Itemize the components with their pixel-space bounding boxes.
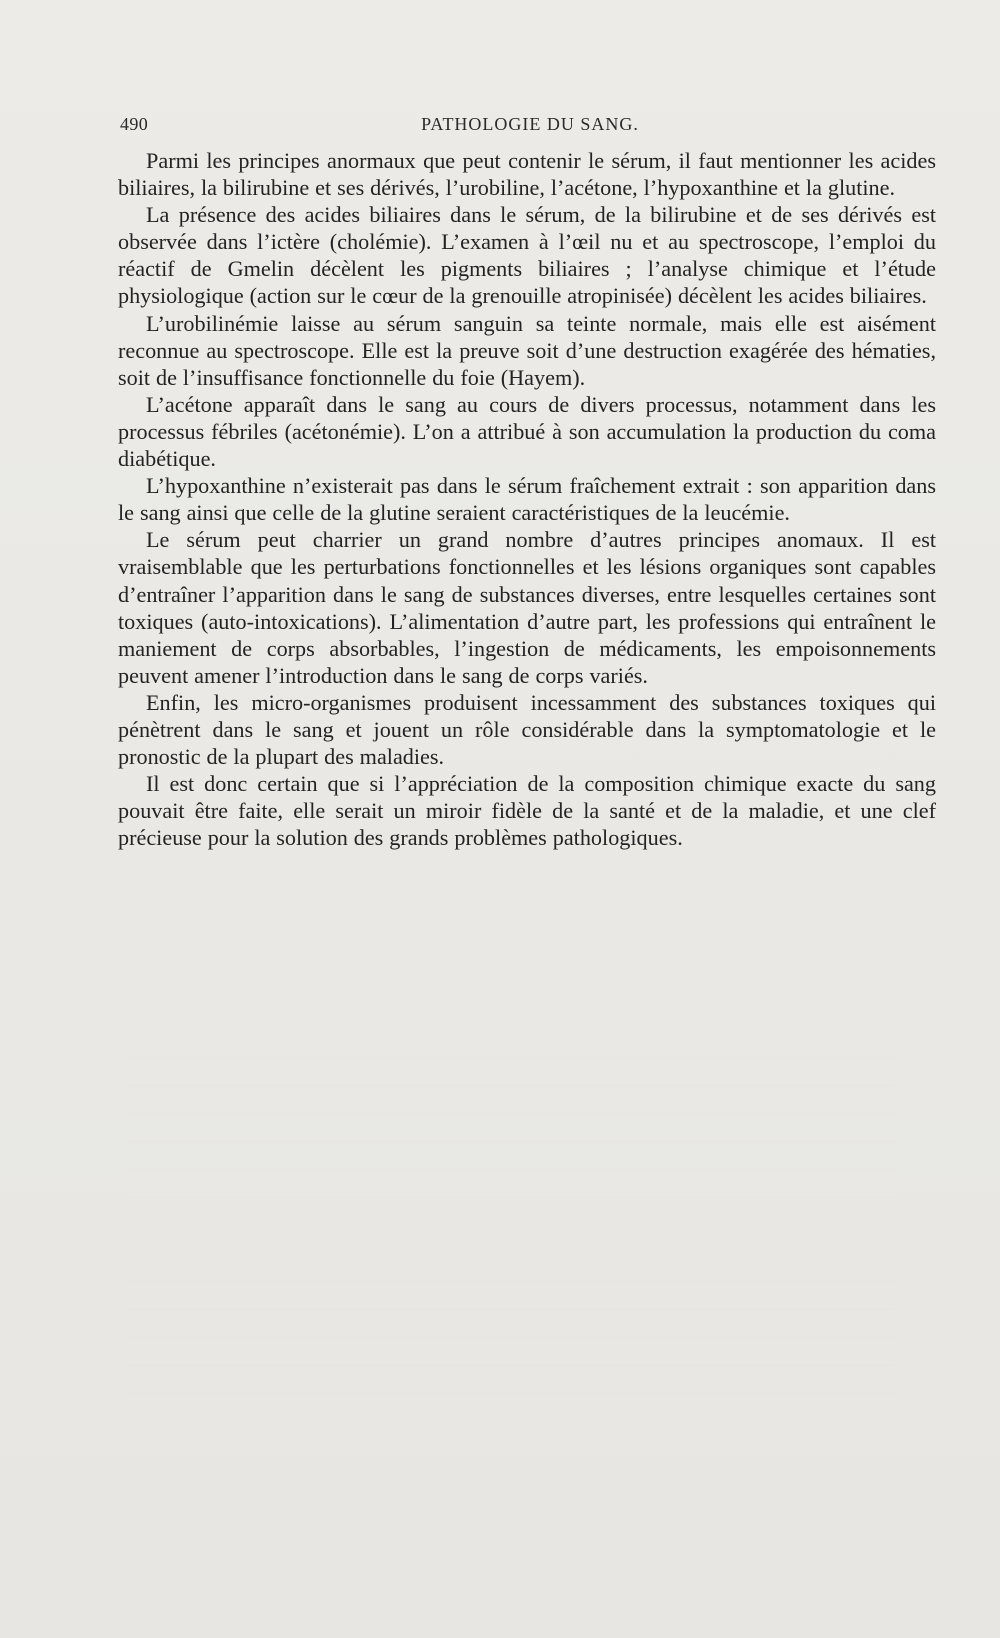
paragraph: Il est donc certain que si l’appréciation de la composition chimique exacte du sang pouvait être faite, elle serait un miroir fidèle de la santé et de la maladie, et une clef précieuse pour la solution des grands problèmes pathologiques. xyxy=(118,771,936,851)
paragraph: Parmi les principes anormaux que peut contenir le sérum, il faut mentionner les acides biliaires, la bilirubine et ses dérivés, l’urobiline, l’acétone, l’hypoxanthine et la glutine. xyxy=(118,148,936,201)
paragraph: L’hypoxanthine n’existerait pas dans le sérum fraîchement extrait : son apparition dans le sang ainsi que celle de la glutine seraient caractéristiques de la leucémie. xyxy=(118,473,936,526)
paragraph: Le sérum peut charrier un grand nombre d’autres principes anomaux. Il est vraisemblable que les perturbations fonctionnelles et les lésions organiques sont capables d’entraîner l’apparition dans le sang de substances diverses, entre lesquelles certaines sont toxiques (auto-intoxications). L’alimentation d’autre part, les professions qui entraînent le maniement de corps absorbables, l’ingestion de médicaments, les empoisonnements peuvent amener l’introduction dans le sang de corps variés. xyxy=(118,527,936,688)
body-text xyxy=(118,147,936,851)
page-header xyxy=(120,114,940,148)
paragraph: L’acétone apparaît dans le sang au cours de divers processus, notamment dans les processus fébriles (acétonémie). L’on a attribué à son accumulation la production du coma diabétique. xyxy=(118,391,936,472)
page-number: 490 xyxy=(120,114,149,134)
paragraph: La présence des acides biliaires dans le sérum, de la bilirubine et de ses dérivés est observée dans l’ictère (cholémie). L’examen à l’œil nu et au spectroscope, l’emploi du réactif de Gmelin décèlent les pigments biliaires ; l’analyse chimique et l’étude physiologique (action sur le cœur de la grenouille atropinisée) décèlent les acides biliaires. xyxy=(118,202,936,309)
bleed-through-text xyxy=(125,1030,895,1410)
running-head: PATHOLOGIE DU SANG. xyxy=(421,114,639,134)
paragraph: Enfin, les micro-organismes produisent incessamment des substances toxiques qui pénètrent dans le sang et jouent un rôle considérable dans la symptomatologie et le pronostic de la plupart des maladies. xyxy=(118,689,936,770)
paragraph: L’urobilinémie laisse au sérum sanguin sa teinte normale, mais elle est aisément reconnue au spectroscope. Elle est la preuve soit d’une destruction exagérée des hématies, soit de l’insuffisance fonctionnelle du foie (Hayem). xyxy=(118,310,936,390)
